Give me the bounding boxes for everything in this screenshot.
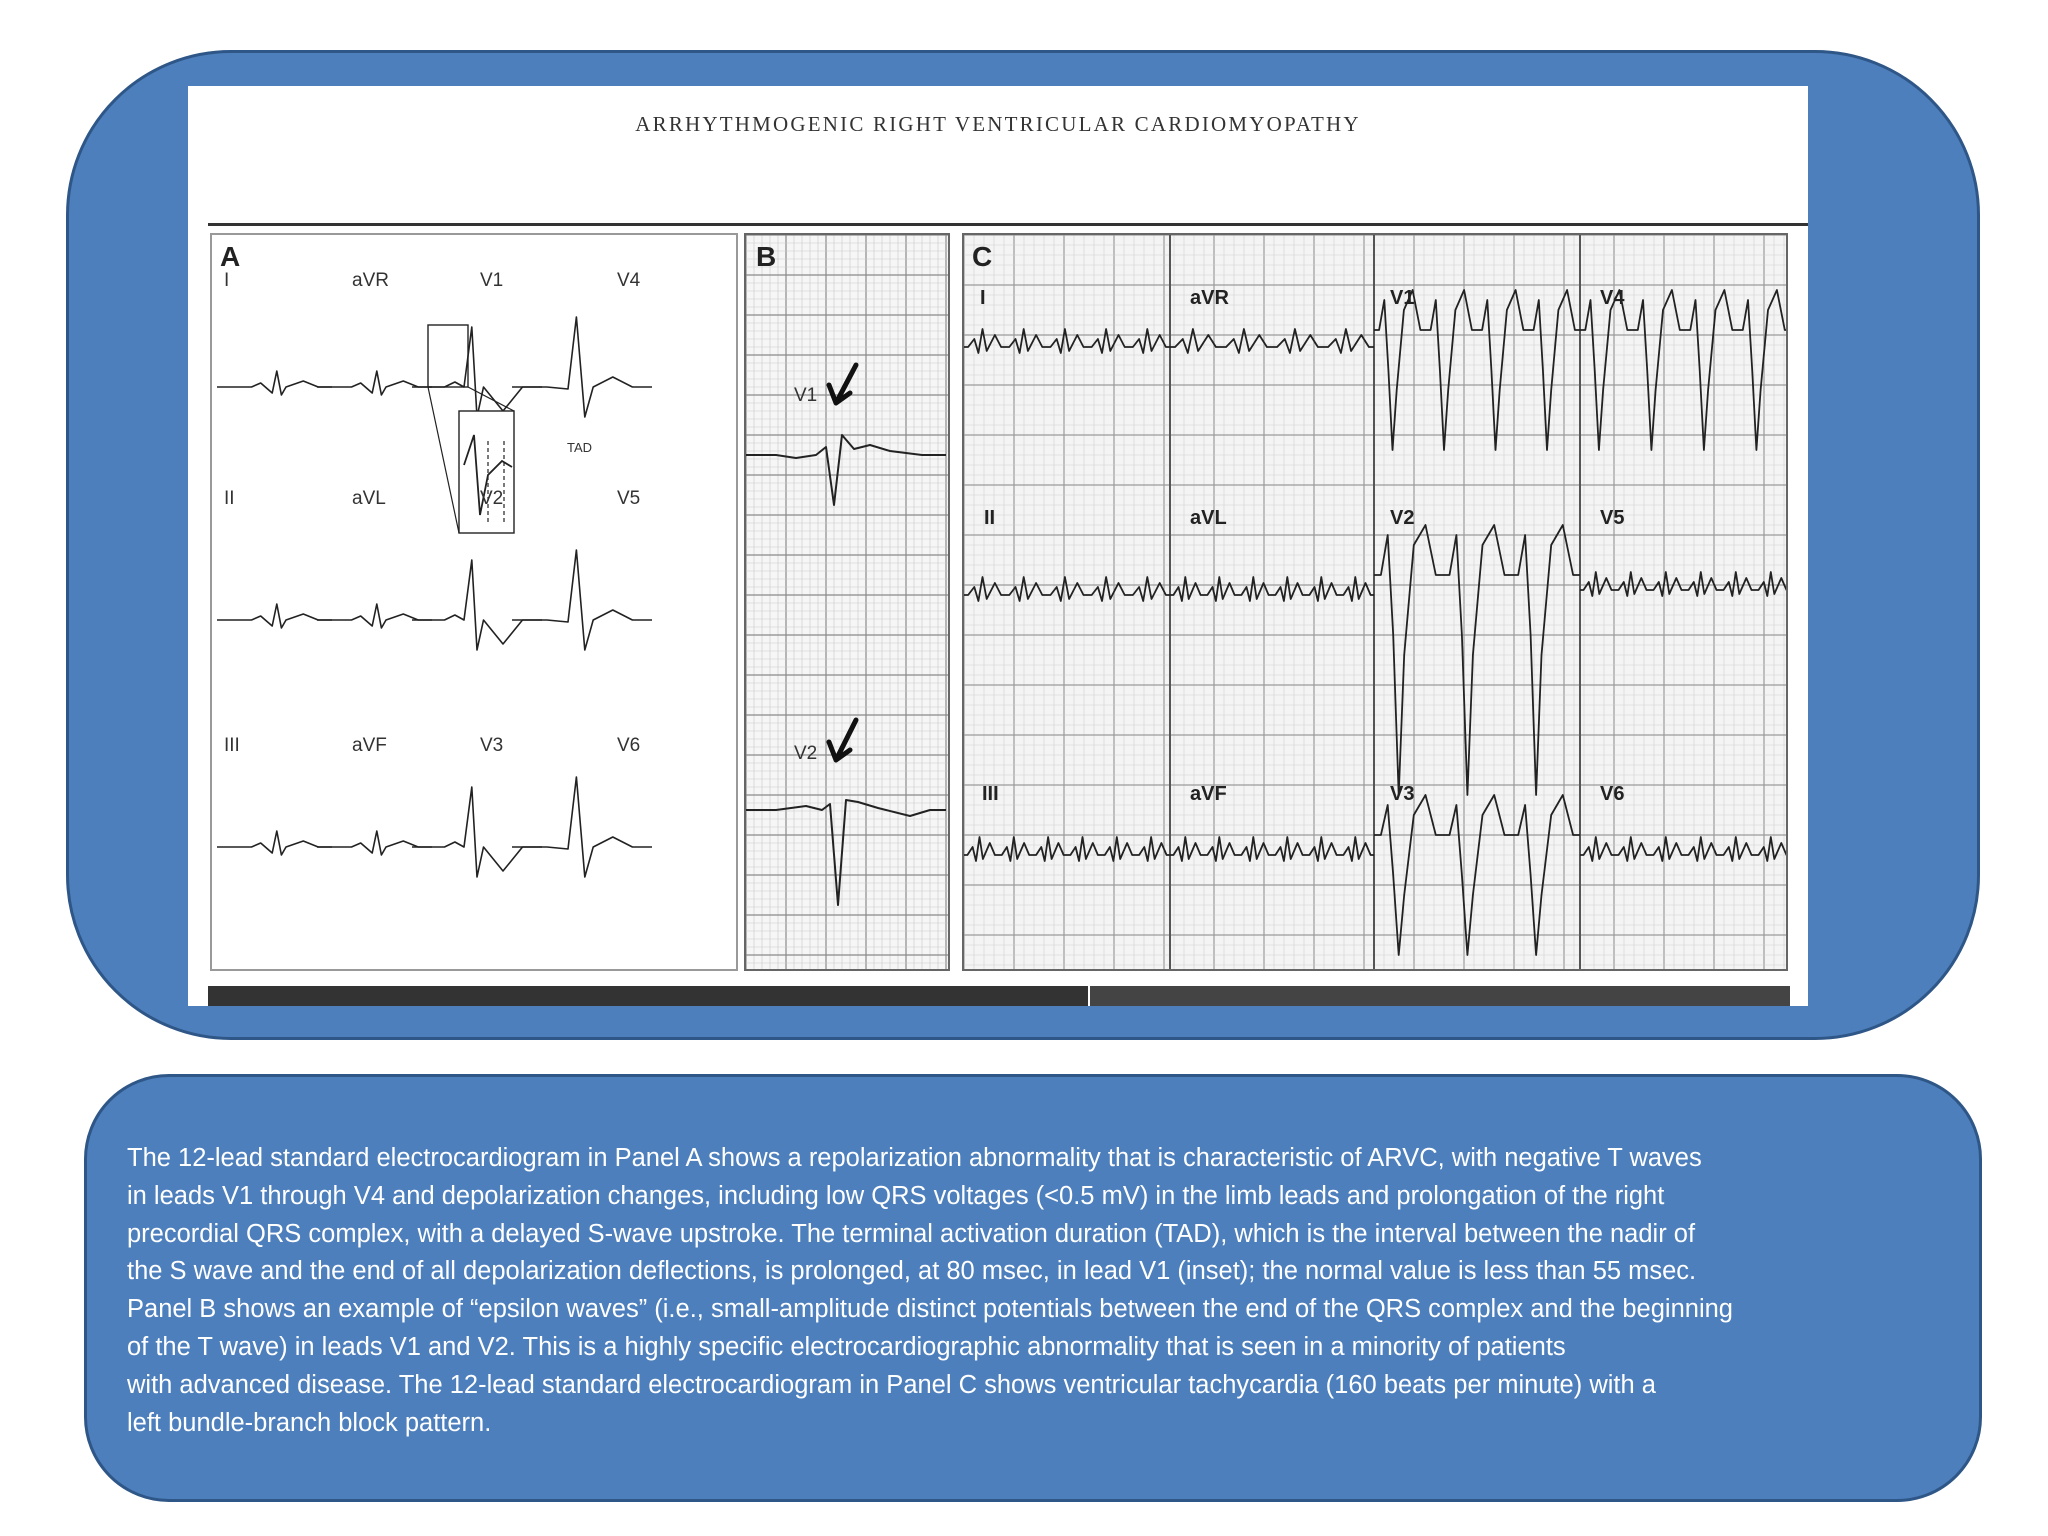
lead-label-a-v2: V2	[480, 488, 504, 509]
lead-label-a-iii: III	[224, 735, 240, 756]
lead-label-a-v6: V6	[617, 735, 641, 756]
caption-line: with advanced disease. The 12-lead standard electrocardiogram in Panel C shows ventricular tachycardia (160 beats per minute) with a	[127, 1370, 1656, 1399]
lead-label-c-avr: aVR	[1190, 287, 1229, 309]
title-rule	[208, 223, 1808, 226]
lead-label-a-v5: V5	[617, 488, 641, 509]
lead-label-c-v5: V5	[1600, 507, 1625, 529]
inset-connector	[468, 387, 514, 411]
lead-label-c-avl: aVL	[1190, 507, 1227, 529]
lead-label-c-v3: V3	[1390, 783, 1415, 805]
ecg-figure	[188, 86, 1808, 1006]
lead-label-a-avf: aVF	[352, 735, 387, 756]
panel-b	[744, 233, 950, 971]
caption-line: of the T wave) in leads V1 and V2. This is a highly specific electrocardiographic abnormality that is seen in a minority of patients	[127, 1332, 1566, 1361]
tad-inset-label: TAD	[567, 440, 593, 455]
lead-label-a-v4: V4	[617, 270, 641, 291]
lead-label-b-v1: V1	[794, 385, 818, 406]
panel-a-traces	[212, 235, 738, 971]
ecg-trace-a	[217, 831, 332, 855]
lead-label-a-avr: aVR	[352, 270, 389, 291]
lead-label-b-v2: V2	[794, 743, 818, 764]
panel-b-traces	[746, 235, 950, 971]
ecg-trace-c-ii	[964, 577, 1170, 601]
figure-caption	[127, 1140, 1957, 1442]
tad-inset-box	[459, 411, 514, 533]
lead-label-a-i: I	[224, 270, 230, 291]
ecg-trace-c-avf	[1170, 837, 1374, 861]
ecg-trace-a	[317, 371, 432, 395]
ecg-trace-c-iii	[964, 837, 1170, 861]
lead-label-a-ii: II	[224, 488, 235, 509]
inset-source-box	[428, 325, 468, 387]
ecg-trace-a	[217, 604, 332, 628]
cropped-panel-d	[208, 986, 1092, 1006]
ecg-trace-c-i	[964, 329, 1170, 353]
caption-line: Panel B shows an example of “epsilon waves” (i.e., small-amplitude distinct potentials between the end of the QRS complex and the beginning	[127, 1295, 1733, 1324]
ecg-trace-a	[512, 550, 652, 650]
ecg-trace-b-v1	[746, 435, 946, 505]
ecg-trace-a	[217, 371, 332, 395]
panel-a-letter: A	[220, 241, 241, 272]
panel-a	[210, 233, 738, 971]
ecg-trace-a	[317, 604, 432, 628]
figure-title: ARRHYTHMOGENIC RIGHT VENTRICULAR CARDIOMYOPATHY	[635, 112, 1361, 136]
caption-line: in leads V1 through V4 and depolarization changes, including low QRS voltages (<0.5 mV) in the limb leads and prolongation of the right	[127, 1181, 1665, 1210]
lead-label-c-iii: III	[982, 783, 999, 805]
ecg-trace-c-v2	[1374, 525, 1580, 795]
cropped-panels-strip	[188, 986, 1808, 1006]
epsilon-arrow-v2	[829, 720, 856, 760]
ecg-trace-a	[512, 317, 652, 417]
lead-label-c-i: I	[980, 287, 986, 309]
ecg-trace-c-avl	[1170, 577, 1374, 601]
lead-label-c-ii: II	[984, 507, 996, 529]
panel-c	[962, 233, 1788, 971]
lead-label-c-v6: V6	[1600, 783, 1625, 805]
lead-label-a-avl: aVL	[352, 488, 386, 509]
ecg-trace-a	[412, 787, 542, 877]
inset-connector	[428, 387, 459, 533]
caption-line: the S wave and the end of all depolarization deflections, is prolonged, at 80 msec, in lead V1 (inset); the normal value is less than 55 msec.	[127, 1257, 1697, 1286]
caption-line: precordial QRS complex, with a delayed S-wave upstroke. The terminal activation duration (TAD), which is the interval between the nadir of	[127, 1219, 1696, 1248]
ecg-trace-c-v1	[1374, 290, 1580, 450]
lead-label-c-v4: V4	[1600, 287, 1625, 309]
panel-c-letter: C	[972, 241, 993, 272]
caption-line: left bundle-branch block pattern.	[127, 1408, 492, 1437]
caption-line: The 12-lead standard electrocardiogram in Panel A shows a repolarization abnormality that is characteristic of ARVC, with negative T waves	[127, 1144, 1702, 1172]
lead-label-a-v1: V1	[480, 270, 504, 291]
cropped-panel-e	[1090, 986, 1790, 1006]
ecg-trace-a	[412, 560, 542, 650]
ecg-trace-a	[317, 831, 432, 855]
ecg-trace-c-avr	[1170, 329, 1374, 353]
lead-label-c-v2: V2	[1390, 507, 1415, 529]
panel-b-letter: B	[756, 241, 777, 272]
panel-c-traces	[964, 235, 1788, 971]
lead-label-c-v1: V1	[1390, 287, 1415, 309]
ecg-trace-a	[512, 777, 652, 877]
lead-label-a-v3: V3	[480, 735, 504, 756]
ecg-trace-b-v2	[746, 800, 946, 905]
lead-label-c-avf: aVF	[1190, 783, 1227, 805]
